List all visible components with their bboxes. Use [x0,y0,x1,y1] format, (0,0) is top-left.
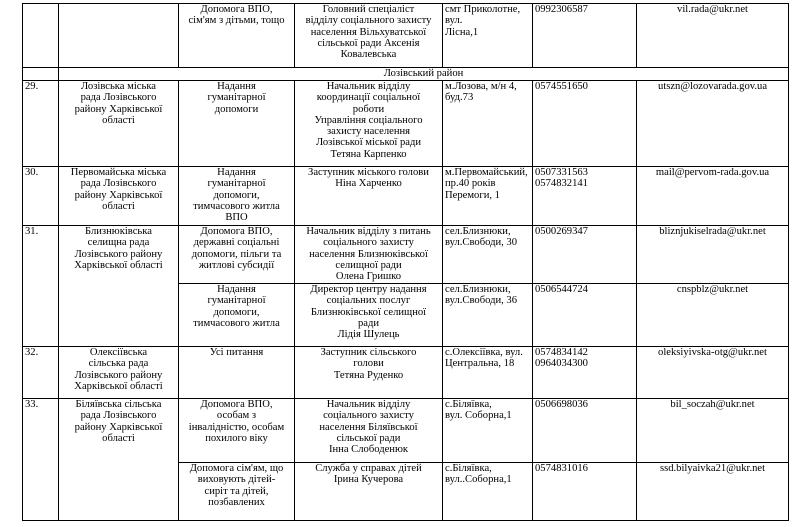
email-cell: bliznjukiselrada@ukr.net [637,226,789,284]
organization-cell: Лозівська міська рада Лозівського району Харківської області [59,81,179,167]
service-cell: Допомога ВПО, сім'ям з дітьми, тощо [179,4,295,68]
table-row [23,399,789,463]
service-cell: Допомога ВПО, державні соціальні допомоги, пільги та житлові субсидії [179,226,295,284]
contact-person-cell: Начальник відділу з питань соціального захисту населення Близнюківської селищної ради Олена Гришко [295,226,443,284]
email-cell: utszn@lozovarada.gov.ua [637,81,789,167]
phone-cell: 0992306587 [533,4,637,68]
table-row [23,167,789,226]
entry-number: 31. [23,226,59,347]
entry-number: 32. [23,347,59,399]
table-row [23,81,789,167]
entry-number: 33. [23,399,59,521]
address-cell: м.Первомайський, пр.40 років Перемоги, 1 [443,167,533,226]
organization-cell: Олексіївська сільська рада Лозівського району Харківської області [59,347,179,399]
contact-person-cell: Служба у справах дітей Ірина Кучерова [295,463,443,521]
address-cell: сел.Близнюки, вул.Свободи, 30 [443,226,533,284]
phone-cell: 0506698036 [533,399,637,463]
contact-person-cell: Заступник сільського голови Тетяна Руденко [295,347,443,399]
contact-person-cell: Заступник міського голови Ніна Харченко [295,167,443,226]
email-cell: cnspblz@ukr.net [637,284,789,347]
address-cell: с.Олексіївка, вул. Центральна, 18 [443,347,533,399]
contact-person-cell: Начальник відділу соціального захисту населення Біляївської сільської ради Інна Слободенюк [295,399,443,463]
table-row [23,4,789,68]
address-cell: с.Біляївка, вул. Соборна,1 [443,399,533,463]
service-cell: Надання гуманітарної допомоги [179,81,295,167]
email-cell: ssd.bilyaivka21@ukr.net [637,463,789,521]
contact-person-cell: Головний спеціаліст відділу соціального захисту населення Вільхуватської сільської ради Аксенія Ковалевська [295,4,443,68]
organization-cell: Первомайська міська рада Лозівського району Харківської області [59,167,179,226]
phone-cell: 0500269347 [533,226,637,284]
service-cell: Усі питання [179,347,295,399]
phone-cell: 0507331563 0574832141 [533,167,637,226]
table-row [23,347,789,399]
email-cell: bil_soczah@ukr.net [637,399,789,463]
entry-number: 29. [23,81,59,167]
district-header-row [23,68,789,81]
contact-person-cell: Директор центру надання соціальних послуг Близнюківської селищної ради Лідія Шулець [295,284,443,347]
contact-person-cell: Начальник відділу координації соціальної роботи Управління соціального захисту населення Лозівської міської ради Тетяна Карпенко [295,81,443,167]
address-cell: сел.Близнюки, вул.Свободи, 36 [443,284,533,347]
district-title: Лозівський район [59,68,789,81]
entry-number [23,68,59,81]
contacts-table [22,3,789,521]
phone-cell: 0506544724 [533,284,637,347]
service-cell: Допомога сім'ям, що виховують дітей- сиріт та дітей, позбавлених [179,463,295,521]
service-cell: Допомога ВПО, особам з інвалідністю, особам похилого віку [179,399,295,463]
email-cell: vil.rada@ukr.net [637,4,789,68]
email-cell: mail@pervom-rada.gov.ua [637,167,789,226]
address-cell: м.Лозова, м/н 4, буд.73 [443,81,533,167]
entry-number: 30. [23,167,59,226]
organization-cell: Близнюківська селищна рада Лозівського району Харківської області [59,226,179,347]
address-cell: с.Біляївка, вул..Соборна,1 [443,463,533,521]
email-cell: oleksiyivska-otg@ukr.net [637,347,789,399]
organization-cell [59,4,179,68]
phone-cell: 0574551650 [533,81,637,167]
phone-cell: 0574834142 0964034300 [533,347,637,399]
service-cell: Надання гуманітарної допомоги, тимчасового житла ВПО [179,167,295,226]
service-cell: Надання гуманітарної допомоги, тимчасового житла [179,284,295,347]
address-cell: смт Приколотне, вул. Лісна,1 [443,4,533,68]
table-row [23,226,789,284]
phone-cell: 0574831016 [533,463,637,521]
organization-cell: Біляївська сільська рада Лозівського району Харківської області [59,399,179,521]
entry-number [23,4,59,68]
